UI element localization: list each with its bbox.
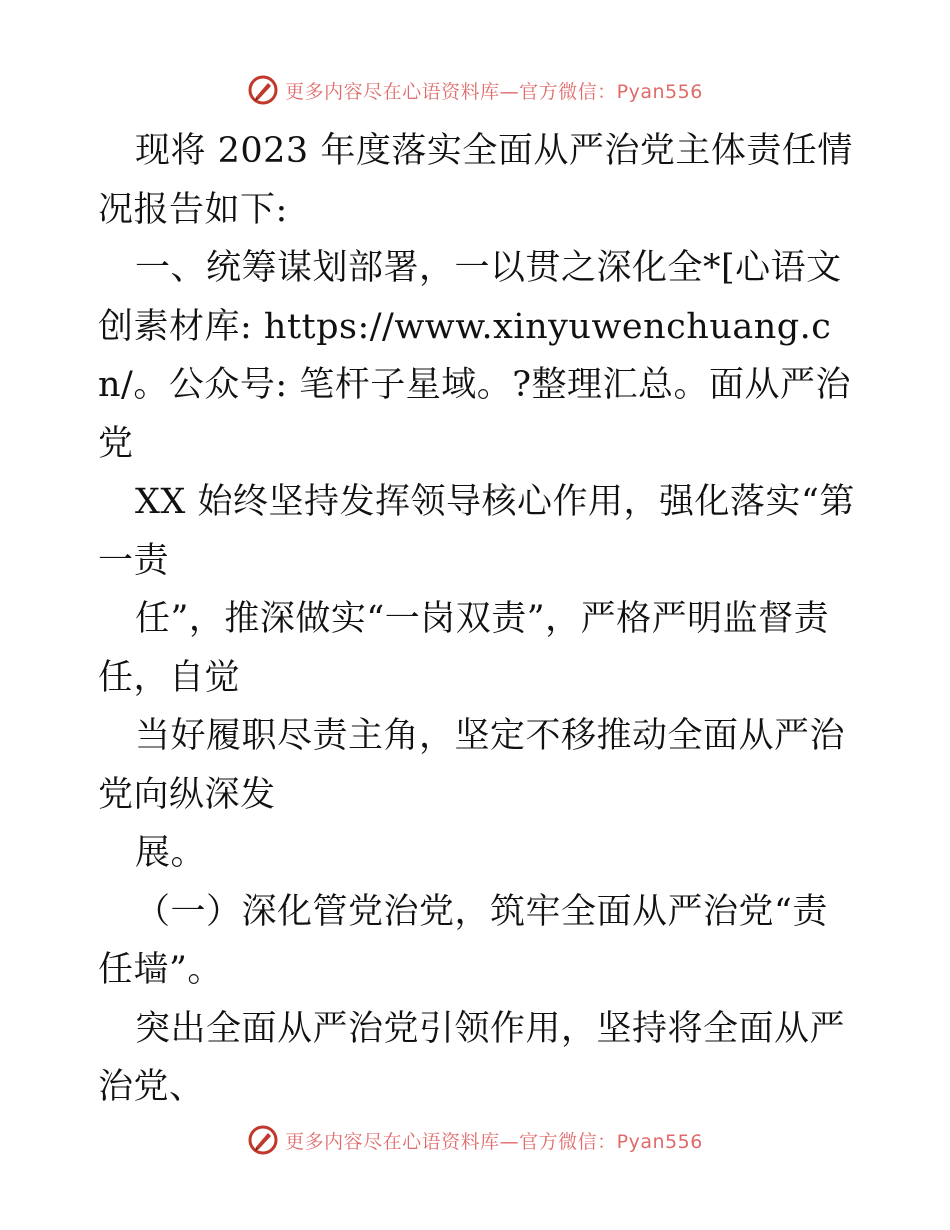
paragraph: 任”，推深做实“一岗双责”，严格严明监督责任，自觉 bbox=[98, 599, 830, 698]
pen-logo-icon bbox=[247, 74, 279, 106]
pen-logo-icon bbox=[247, 1124, 279, 1156]
paragraph: 当好履职尽责主角，坚定不移推动全面从严治党向纵深发 bbox=[98, 716, 846, 815]
header-banner bbox=[0, 70, 950, 110]
paragraph: 突出全面从严治党引领作用，坚持将全面从严治党、 bbox=[98, 1008, 846, 1107]
footer-banner bbox=[0, 1120, 950, 1160]
paragraph: XX 始终坚持发挥领导核心作用，强化落实“第一责 bbox=[98, 482, 855, 581]
paragraph: 一、统筹谋划部署，一以贯之深化全*[心语文创素材库: https://www.xinyuwenchuang.cn/。公众号: 笔杆子星域。?整理汇总。面从严治党 bbox=[98, 248, 852, 464]
document-body bbox=[98, 122, 858, 1117]
paragraph: 展。 bbox=[135, 833, 207, 873]
paragraph: （一）深化管党治党，筑牢全面从严治党“责任墙”。 bbox=[98, 891, 828, 990]
footer-banner-text: 更多内容尽在心语资料库—官方微信：Pyan556 bbox=[285, 1130, 703, 1153]
paragraph: 现将 2023 年度落实全面从严治党主体责任情况报告如下: bbox=[98, 131, 853, 230]
header-banner-text: 更多内容尽在心语资料库—官方微信：Pyan556 bbox=[285, 80, 703, 103]
